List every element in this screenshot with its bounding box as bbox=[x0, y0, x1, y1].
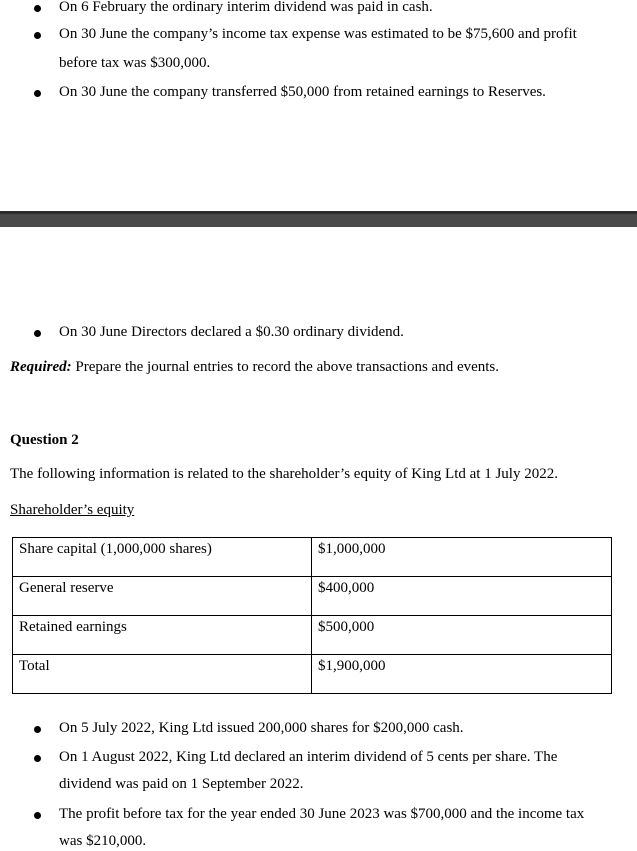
bullet-text: On 5 July 2022, King Ltd issued 200,000 shares for $200,000 cash. bbox=[59, 720, 464, 736]
bullet-text-continued: was $210,000. bbox=[59, 833, 147, 849]
question-intro: The following information is related to the shareholder’s equity of King Ltd at 1 July 2022. bbox=[10, 466, 558, 482]
question-heading: Question 2 bbox=[10, 432, 79, 448]
bullet-text: The profit before tax for the year ended 30 June 2023 was $700,000 and the income tax bbox=[59, 806, 585, 822]
equity-value: $400,000 bbox=[312, 577, 612, 616]
bullet-text-continued: dividend was paid on 1 September 2022. bbox=[59, 776, 304, 792]
equity-label: Share capital (1,000,000 shares) bbox=[13, 538, 312, 577]
required-text: Prepare the journal entries to record the above transactions and events. bbox=[71, 359, 500, 375]
bullet-text: On 30 June the company’s income tax expense was estimated to be $75,600 and profit bbox=[59, 26, 577, 42]
bullet-dot bbox=[34, 726, 41, 733]
table-row bbox=[13, 577, 612, 616]
bullet-dot bbox=[34, 812, 41, 819]
table-row bbox=[13, 538, 612, 577]
bullet-dot bbox=[34, 32, 41, 39]
bullet-text-continued: before tax was $300,000. bbox=[59, 55, 211, 71]
equity-table bbox=[12, 537, 612, 694]
bullet-dot bbox=[34, 330, 41, 337]
equity-label: Retained earnings bbox=[13, 616, 312, 655]
bullet-dot bbox=[34, 755, 41, 762]
required-instruction bbox=[10, 359, 499, 376]
page-divider-edge bbox=[0, 211, 637, 214]
table-row bbox=[13, 655, 612, 694]
bullet-text: On 30 June Directors declared a $0.30 ordinary dividend. bbox=[59, 324, 404, 340]
bullet-text: On 6 February the ordinary interim dividend was paid in cash. bbox=[59, 0, 433, 15]
equity-value: $500,000 bbox=[312, 616, 612, 655]
bullet-dot bbox=[34, 5, 41, 12]
equity-value: $1,900,000 bbox=[312, 655, 612, 694]
bullet-dot bbox=[34, 90, 41, 97]
table-title: Shareholder’s equity bbox=[10, 502, 135, 518]
bullet-text: On 1 August 2022, King Ltd declared an interim dividend of 5 cents per share. The bbox=[59, 749, 558, 765]
equity-label: Total bbox=[13, 655, 312, 694]
table-row bbox=[13, 616, 612, 655]
equity-label: General reserve bbox=[13, 577, 312, 616]
bullet-text: On 30 June the company transferred $50,000 from retained earnings to Reserves. bbox=[59, 84, 546, 100]
required-label: Required: bbox=[10, 359, 72, 375]
equity-value: $1,000,000 bbox=[312, 538, 612, 577]
